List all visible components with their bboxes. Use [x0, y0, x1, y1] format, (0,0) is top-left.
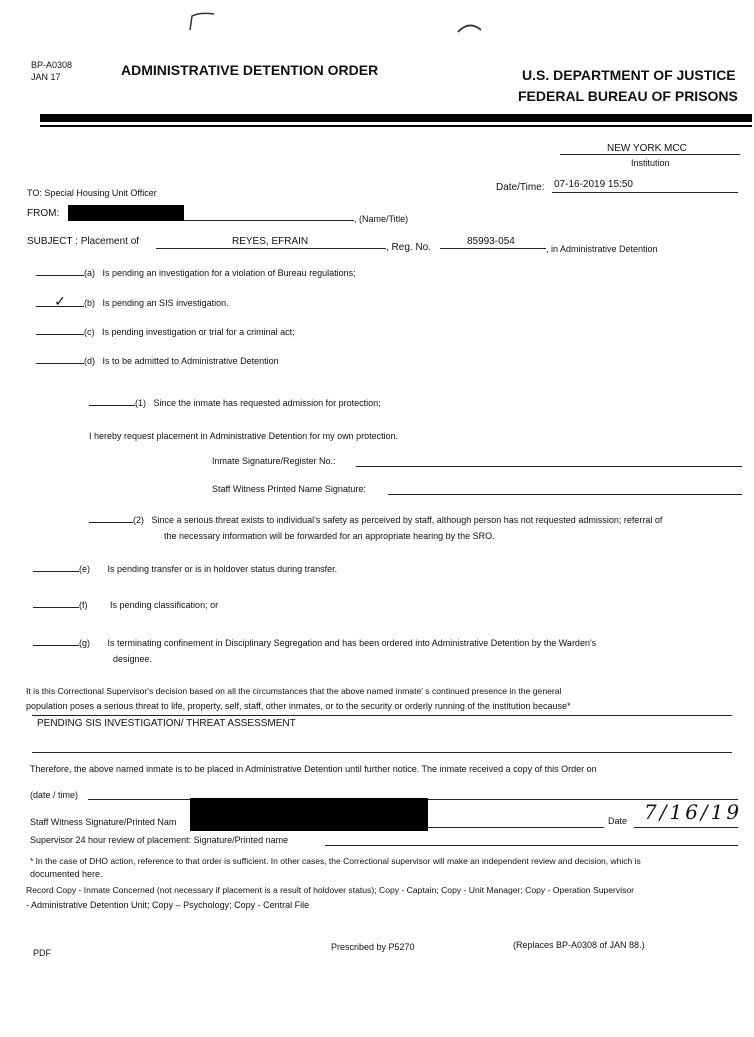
- note-line2: documented here.: [30, 869, 103, 879]
- handwritten-date: 7/16/19: [644, 800, 743, 824]
- sub-item-1: (1) Since the inmate has requested admission for protection;: [89, 398, 381, 408]
- inmate-signature-line: [356, 466, 742, 467]
- form-number: BP-A0308: [31, 60, 73, 70]
- header-thin-rule: [40, 125, 752, 127]
- bureau-name: FEDERAL BUREAU OF PRISONS: [518, 88, 738, 104]
- inmate-name: REYES, EFRAIN: [232, 236, 309, 247]
- witness-signature-label: Staff Witness Printed Name Signature:: [212, 484, 366, 494]
- item-e: (e) Is pending transfer or is in holdover status during transfer.: [33, 564, 337, 574]
- institution-value: NEW YORK MCC: [607, 143, 687, 154]
- from-label: FROM:: [27, 208, 60, 219]
- hole-punch-mark-left: [188, 10, 218, 32]
- supervisor-review-label: Supervisor 24 hour review of placement: Signature/Printed name: [30, 835, 289, 845]
- therefore-line: Therefore, the above named inmate is to be placed in Administrative Detention until further notice. The inmate received a copy of this Order on: [30, 764, 597, 774]
- footer-right: (Replaces BP-A0308 of JAN 88.): [513, 940, 645, 950]
- item-g: (g) Is terminating confinement in Disciplinary Segregation and has been ordered into Administrative Detention by the Warden's: [33, 638, 596, 648]
- item-d: (d) Is to be admitted to Administrative Detention: [36, 356, 279, 366]
- item-g-line2: designee.: [113, 654, 153, 664]
- hole-punch-mark-right: [455, 18, 485, 36]
- institution-label: Institution: [631, 158, 670, 168]
- supervisor-line: [325, 845, 738, 846]
- to-line: TO: Special Housing Unit Officer: [27, 188, 157, 198]
- date-label: Date: [608, 816, 628, 826]
- date-line: [634, 827, 738, 828]
- item-a: (a) Is pending an investigation for a violation of Bureau regulations;: [36, 268, 356, 278]
- reg-label: , Reg. No.: [386, 242, 432, 253]
- item-b-checkmark: ✓: [36, 296, 84, 307]
- header-thick-rule: [40, 114, 752, 122]
- decision-reason: PENDING SIS INVESTIGATION/ THREAT ASSESSMENT: [37, 718, 296, 729]
- redaction-from-name: [68, 205, 184, 221]
- form-title: ADMINISTRATIVE DETENTION ORDER: [121, 62, 379, 78]
- subject-suffix: , in Administrative Detention: [546, 244, 658, 254]
- department-name: U.S. DEPARTMENT OF JUSTICE: [522, 67, 736, 83]
- item-c: (c) Is pending investigation or trial for a criminal act;: [36, 327, 295, 337]
- protection-request: I hereby request placement in Administrative Detention for my own protection.: [89, 431, 399, 441]
- sub-item-2: (2) Since a serious threat exists to individual's safety as perceived by staff, although person has not requested admission; referral of: [89, 515, 662, 525]
- register-number: 85993-054: [467, 236, 515, 247]
- staff-witness-line: [428, 827, 604, 828]
- subject-label: SUBJECT : Placement of: [27, 236, 140, 247]
- decision-line1: It is this Correctional Supervisor's decision based on all the circumstances that the above named inmate' s continued presence in the general: [26, 686, 562, 696]
- datetime-underline: [552, 192, 738, 193]
- item-f: (f) Is pending classification; or: [33, 600, 218, 610]
- copies-line1: Record Copy - Inmate Concerned (not necessary if placement is a result of holdover status); Copy - Captain; Copy - Unit Manager; Copy - Operation Supervisor: [26, 885, 635, 895]
- witness-signature-line: [388, 494, 742, 495]
- institution-underline: [560, 154, 740, 155]
- copies-line2: - Administrative Detention Unit; Copy – Psychology; Copy - Central File: [26, 900, 310, 910]
- redaction-staff-name: [190, 798, 428, 831]
- inmate-signature-label: Inmate Signature/Register No.:: [212, 456, 336, 466]
- from-underline: [184, 220, 354, 221]
- item-b: ✓ (b) Is pending an SIS investigation.: [36, 296, 229, 308]
- subject-name-underline: [156, 248, 386, 249]
- sub-item-2-line2: the necessary information will be forwarded for an appropriate hearing by the SRO.: [164, 531, 495, 541]
- staff-witness-label: Staff Witness Signature/Printed Nam: [30, 817, 177, 827]
- form-date: JAN 17: [31, 72, 61, 82]
- from-suffix: , (Name/Title): [354, 214, 409, 224]
- datetime-value: 07-16-2019 15:50: [554, 179, 633, 190]
- decision-underline-2: [32, 752, 732, 753]
- footer-center: Prescribed by P5270: [331, 942, 415, 952]
- decision-line2: population poses a serious threat to life, property, self, staff, other inmates, or to the security or orderly running of the institution because*: [26, 701, 571, 711]
- decision-underline-1: [32, 715, 732, 716]
- datetime-label: Date/Time:: [496, 182, 545, 193]
- footer-left: PDF: [33, 948, 51, 958]
- datetime2-label: (date / time): [30, 790, 79, 800]
- note-line1: * In the case of DHO action, reference to that order is sufficient. In other cases, the Correctional supervisor will make an independent review and decision, which is: [30, 856, 641, 866]
- reg-no-underline: [440, 248, 546, 249]
